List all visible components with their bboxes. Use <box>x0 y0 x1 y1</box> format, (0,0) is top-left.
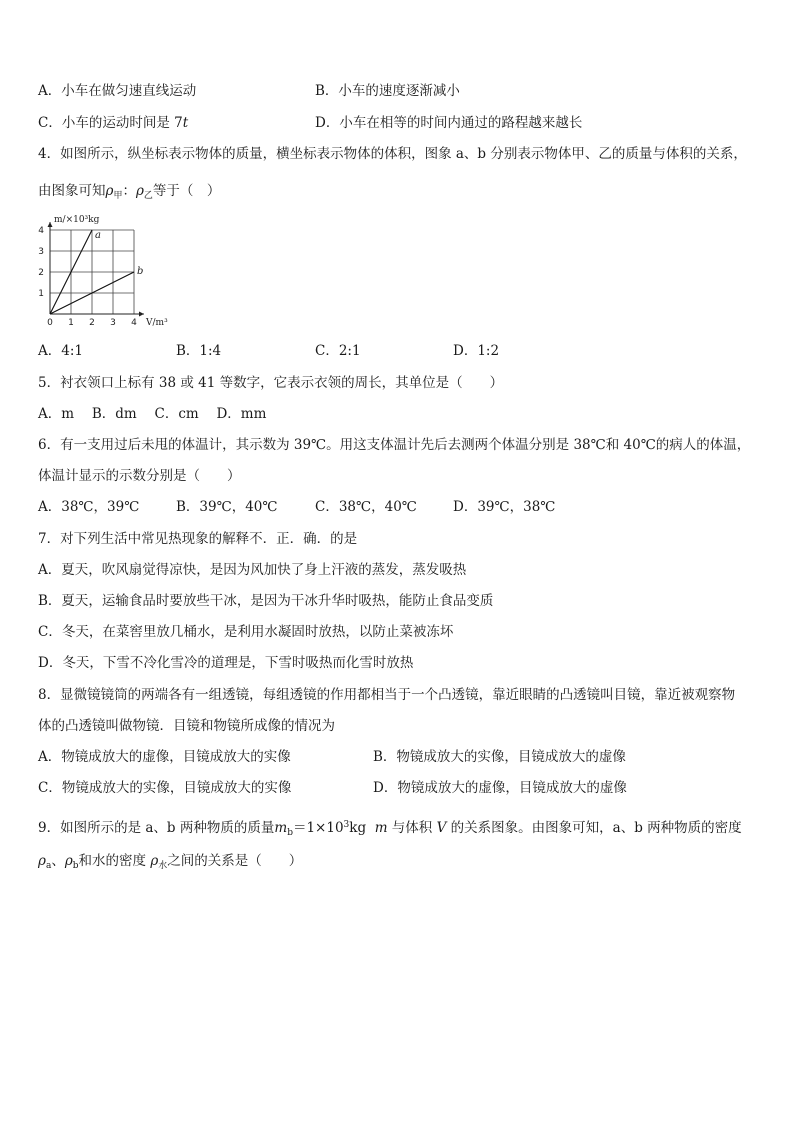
q7-stem: 7．对下列生活中常见热现象的解释不．正．确．的是 <box>38 531 358 547</box>
q5-options: A．m B．dm C．cm D．mm <box>38 406 267 422</box>
x-tick-label: 1 <box>68 318 74 328</box>
q3-option-a: A．小车在做匀速直线运动 <box>38 83 197 99</box>
q8-option-c: C．物镜成放大的实像，目镜成放大的实像 <box>38 780 292 796</box>
q6-stem-line1: 6．有一支用过后未甩的体温计，其示数为 39℃。用这支体温计先后去测两个体温分别是 38℃和 40℃的病人的体温， <box>38 437 751 453</box>
q9-mid-text: 与体积 <box>387 820 437 836</box>
q8-stem-line1: 8．显微镜镜筒的两端各有一组透镜，每组透镜的作用都相当于一个凸透镜，靠近眼睛的凸透镜叫目镜，靠近被观察物 <box>38 687 736 703</box>
q4-colon: ： <box>122 183 136 199</box>
q8-stem-line2: 体的凸透镜叫做物镜．目镜和物镜所成像的情况为 <box>38 718 335 734</box>
q8-option-b: B．物镜成放大的实像，目镜成放大的虚像 <box>373 749 626 765</box>
series-label-a: a <box>95 230 101 241</box>
q4-stem-line1: 4．如图所示，纵坐标表示物体的质量，横坐标表示物体的体积，图象 a、b 分别表示物体甲、乙的质量与体积的关系， <box>38 146 747 162</box>
y-axis-arrow <box>48 222 53 227</box>
q4-option-d: D．1:2 <box>453 343 500 359</box>
q9-unit: kg <box>349 820 367 836</box>
q9-v-var: V <box>436 820 447 836</box>
q9-rho-water: ρ <box>150 853 159 869</box>
x-axis-label: V/m³ <box>146 318 168 328</box>
q9-stem-line1 <box>38 816 742 842</box>
q9-m-var: m <box>274 820 288 836</box>
q6-option-b: B．39℃，40℃ <box>176 499 278 515</box>
q4-stem-suffix: 等于（ ） <box>152 183 221 199</box>
q9-line2-suffix: 之间的关系是（ ） <box>167 853 303 869</box>
q4-stem-prefix: 由图象可知 <box>38 183 106 199</box>
q6-stem-line2: 体温计显示的示数分别是（ ） <box>38 468 241 484</box>
q9-stem-suffix: 的关系图象。由图象可知，a、b 两种物质的密度 <box>446 820 742 836</box>
q3-option-c-var: t <box>182 115 189 131</box>
q9-stem-prefix: 9．如图所示的是 a、b 两种物质的质量 <box>38 820 275 836</box>
q9-sub-b2: b <box>72 861 79 871</box>
y-tick-label: 2 <box>38 268 44 278</box>
q6-option-c: C．38℃，40℃ <box>315 499 417 515</box>
q9-stem-line2 <box>38 852 302 875</box>
x-tick-label: 2 <box>89 318 95 328</box>
q9-sub-water: 水 <box>158 861 168 871</box>
y-tick-label: 3 <box>38 247 44 257</box>
x-tick-label: 3 <box>110 318 116 328</box>
q6-option-a: A．38℃，39℃ <box>38 499 140 515</box>
q7-option-b: B．夏天，运输食品时要放些干冰，是因为干冰升华时吸热，能防止食品变质 <box>38 593 494 609</box>
q9-exp: 3 <box>343 820 350 830</box>
q9-sep: 、 <box>51 853 65 869</box>
y-axis-label: m/×10³kg <box>54 215 100 225</box>
q9-line2-mid: 和水的密度 <box>78 853 151 869</box>
q9-eq-value: ＝1×10 <box>292 820 344 836</box>
q3-option-d: D．小车在相等的时间内通过的路程越来越长 <box>315 115 583 131</box>
q4-option-b: B．1:4 <box>176 343 222 359</box>
x-axis-arrow <box>139 312 144 317</box>
q9-m-var2: m <box>374 820 388 836</box>
q3-option-c <box>38 114 188 132</box>
mass-volume-chart <box>36 214 176 334</box>
x-tick-label: 0 <box>47 318 53 328</box>
q8-option-d: D．物镜成放大的虚像，目镜成放大的虚像 <box>373 780 627 796</box>
q9-rho-b: ρ <box>64 853 73 869</box>
series-label-b: b <box>137 266 144 277</box>
q4-sub-jia: 甲 <box>113 191 123 201</box>
q7-option-d: D．冬天，下雪不冷化雪冷的道理是，下雪时吸热而化雪时放热 <box>38 655 414 671</box>
q6-option-d: D．39℃，38℃ <box>453 499 556 515</box>
q7-option-c: C．冬天，在菜窖里放几桶水，是利用水凝固时放热，以防止菜被冻坏 <box>38 624 454 640</box>
q4-sub-yi: 乙 <box>143 191 153 201</box>
q3-option-c-text: C．小车的运动时间是 7 <box>38 115 183 131</box>
x-tick-label: 4 <box>131 318 137 328</box>
q4-rho-yi: ρ <box>135 183 144 199</box>
q9-sub-a: a <box>45 861 52 871</box>
q4-option-a: A．4:1 <box>38 343 83 359</box>
q3-option-b: B．小车的速度逐渐减小 <box>315 83 460 99</box>
y-tick-label: 4 <box>38 226 44 236</box>
q8-option-a: A．物镜成放大的虚像，目镜成放大的实像 <box>38 749 291 765</box>
q5-stem: 5．衬衣领口上标有 38 或 41 等数字，它表示衣领的周长，其单位是（ ） <box>38 375 504 391</box>
q4-stem-line2 <box>38 182 220 205</box>
q7-option-a: A．夏天，吹风扇觉得凉快，是因为风加快了身上汗液的蒸发，蒸发吸热 <box>38 562 467 578</box>
q4-rho-jia: ρ <box>105 183 114 199</box>
q9-sub-b: b <box>287 828 293 838</box>
y-tick-label: 1 <box>38 289 44 299</box>
q9-rho-a: ρ <box>38 853 46 869</box>
q4-option-c: C．2:1 <box>315 343 361 359</box>
